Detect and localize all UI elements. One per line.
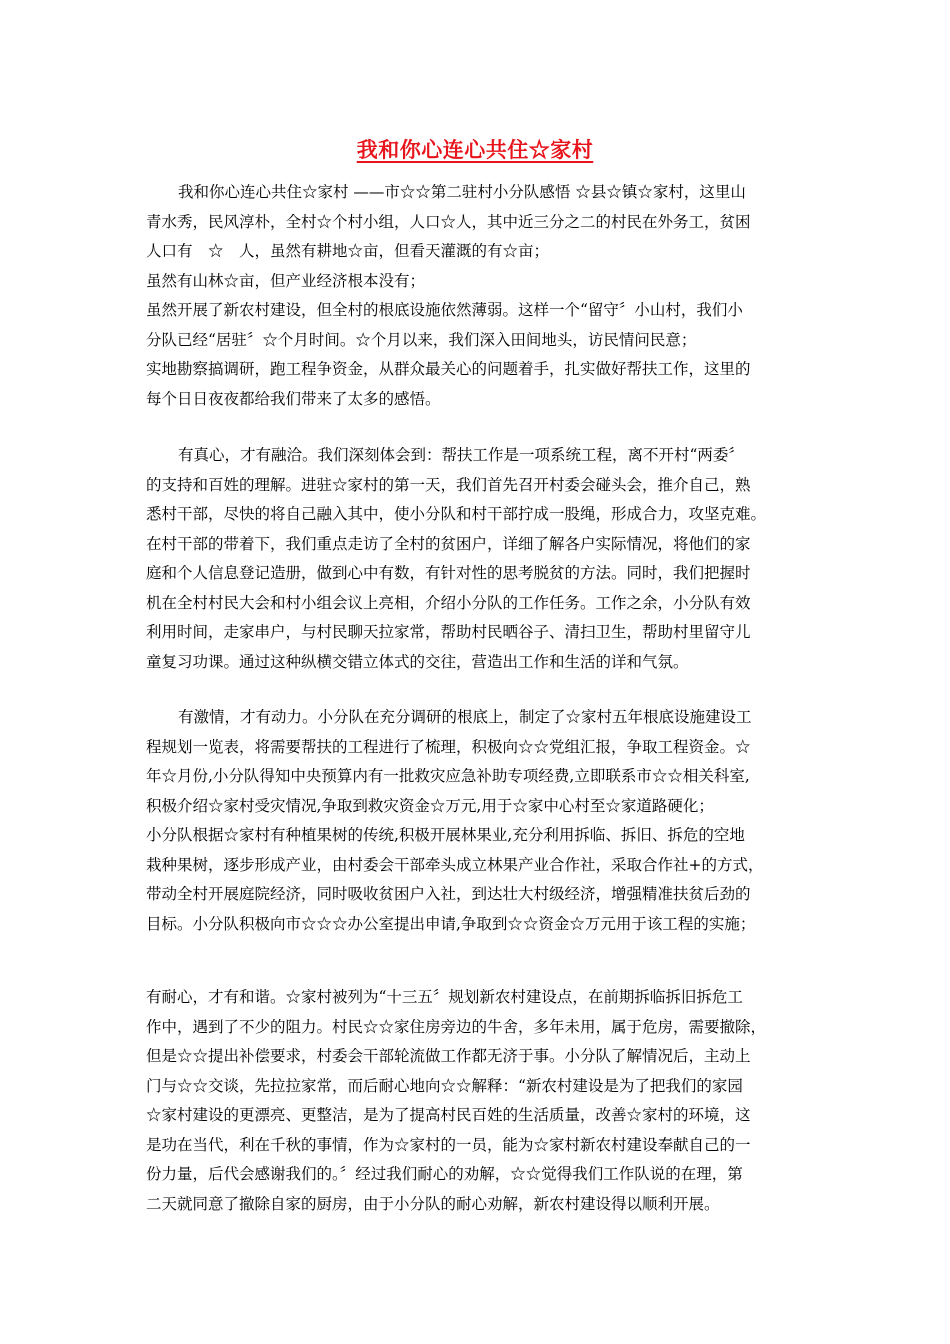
paragraph-line: 有激情，才有动力。小分队在充分调研的根底上，制定了☆家村五年根底设施建设工: [178, 708, 752, 726]
paragraph-1: [146, 178, 806, 414]
paragraph-line: 小分队根据☆家村有种植果树的传统,积极开展林果业,充分利用拆临、拆旧、拆危的空地: [146, 826, 745, 844]
paragraph-line: ☆家村建设的更漂亮、更整洁，是为了提高村民百姓的生活质量，改善☆家村的环境，这: [146, 1106, 751, 1124]
paragraph-line: 积极介绍☆家村受灾情况,争取到救灾资金☆万元,用于☆家中心村至☆家道路硬化；: [146, 796, 714, 815]
paragraph-line: 实地勘察搞调研，跑工程争资金，从群众最关心的问题着手，扎实做好帮扶工作，这里的: [146, 360, 751, 378]
paragraph-2: [146, 441, 806, 677]
paragraph-line: 带动全村开展庭院经济，同时吸收贫困户入社，到达壮大村级经济，增强精准扶贫后劲的: [146, 885, 751, 903]
paragraph-line: 目标。小分队积极向市☆☆☆办公室提出申请,争取到☆☆资金☆万元用于该工程的实施；: [146, 914, 756, 933]
document-title: 我和你心连心共住☆家村: [356, 137, 594, 162]
paragraph-4: [146, 983, 806, 1219]
paragraph-line: 机在全村村民大会和村小组会议上亮相，介绍小分队的工作任务。工作之余，小分队有效: [146, 593, 751, 612]
paragraph-line: 虽然有山林☆亩，但产业经济根本没有；: [146, 271, 426, 290]
paragraph-line: 在村干部的带着下，我们重点走访了全村的贫困户，详细了解各户实际情况，将他们的家: [146, 534, 751, 553]
paragraph-line: 有耐心，才有和谐。☆家村被列为“十三五〞规划新农村建设点，在前期拆临拆旧拆危工: [146, 988, 743, 1006]
paragraph-line: 份力量，后代会感谢我们的。〞经过我们耐心的劝解，☆☆觉得我们工作队说的在理，第: [146, 1165, 743, 1183]
paragraph-line: 年☆月份,小分队得知中央预算内有一批救灾应急补助专项经费,立即联系市☆☆相关科室,: [146, 767, 750, 785]
paragraph-line: 的支持和百姓的理解。进驻☆家村的第一天，我们首先召开村委会碰头会，推介自己，熟: [146, 475, 751, 494]
paragraph-line: 虽然开展了新农村建设，但全村的根底设施依然薄弱。这样一个“留守〞小山村，我们小: [146, 301, 743, 319]
paragraph-line: 有真心，才有融洽。我们深刻体会到：帮扶工作是一项系统工程，离不开村“两委〞: [178, 446, 744, 464]
paragraph-line: 门与☆☆交谈，先拉拉家常，而后耐心地向☆☆解释：“新农村建设是为了把我们的家园: [146, 1076, 743, 1095]
paragraph-3: [146, 703, 806, 939]
paragraph-line: 每个日日夜夜都给我们带来了太多的感悟。: [146, 389, 441, 408]
paragraph-line: 程规划一览表，将需要帮扶的工程进行了梳理，积极向☆☆党组汇报，争取工程资金。☆: [146, 737, 751, 756]
paragraph-line: 庭和个人信息登记造册，做到心中有数，有针对性的思考脱贫的方法。同时，我们把握时: [146, 564, 751, 582]
paragraph-line: 我和你心连心共住☆家村 ——市☆☆第二驻村小分队感悟 ☆县☆镇☆家村，这里山: [178, 183, 746, 201]
paragraph-line: 是功在当代，利在千秋的事情，作为☆家村的一员，能为☆家村新农村建设奉献自己的一: [146, 1135, 751, 1154]
paragraph-line: 作中，遇到了不少的阻力。村民☆☆家住房旁边的牛舍，多年未用，属于危房，需要撤除，: [146, 1017, 767, 1036]
paragraph-line: 利用时间，走家串户，与村民聊天拉家常，帮助村民晒谷子、清扫卫生，帮助村里留守儿: [146, 623, 751, 641]
paragraph-line: 二天就同意了撤除自家的厨房，由于小分队的耐心劝解，新农村建设得以顺利开展。: [146, 1194, 720, 1213]
paragraph-line: 青水秀，民风淳朴，全村☆个村小组，人口☆人，其中近三分之二的村民在外务工，贫困: [146, 212, 751, 231]
paragraph-line: 童复习功课。通过这种纵横交错立体式的交往，营造出工作和生活的详和气氛。: [146, 652, 689, 671]
paragraph-line: 分队已经“居驻〞☆个月时间。☆个月以来，我们深入田间地头，访民情问民意；: [146, 330, 697, 349]
paragraph-line: 悉村干部，尽快的将自己融入其中，使小分队和村干部拧成一股绳，形成合力，攻坚克难。: [146, 505, 767, 523]
paragraph-line: 但是☆☆提出补偿要求，村委会干部轮流做工作都无济于事。小分队了解情况后，主动上: [146, 1047, 751, 1065]
paragraph-line: 栽种果树，逐步形成产业，由村委会干部牵头成立林果产业合作社，采取合作社+的方式，: [146, 855, 764, 874]
paragraph-line: 人口有 ☆ 人，虽然有耕地☆亩，但看天灌溉的有☆亩；: [146, 242, 550, 260]
